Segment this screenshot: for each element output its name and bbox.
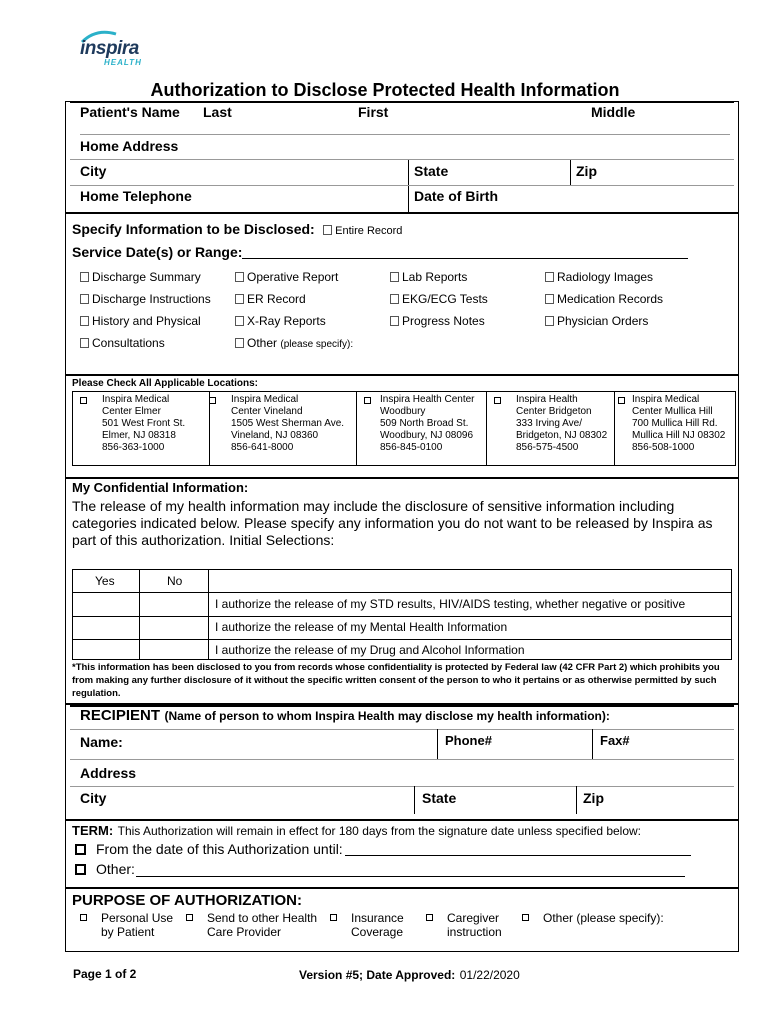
location-line: Inspira Health (516, 394, 578, 405)
er-record-label: ER Record (247, 292, 306, 306)
term-text: This Authorization will remain in effect for 180 days from the signature date unless specified below: (117, 824, 642, 838)
state-label: State (414, 163, 449, 179)
entire-record-label: Entire Record (335, 225, 403, 237)
location-line: Inspira Medical (102, 394, 170, 405)
location-bridgeton-checkbox[interactable] (494, 397, 501, 404)
recipient-phone-label: Phone# (445, 733, 492, 748)
other-info-label: Other (247, 336, 278, 350)
location-line: Woodbury, NJ 08096 (380, 430, 474, 441)
location-line: Center Vineland (231, 406, 303, 417)
consultations-label: Consultations (92, 336, 165, 350)
location-line: 1505 West Sherman Ave. (231, 418, 345, 429)
specify-info-label: Specify Information to be Disclosed: (72, 221, 315, 237)
location-line: 333 Irving Ave/ (516, 418, 582, 429)
medication-records-checkbox[interactable] (545, 294, 554, 304)
purpose-caregiver-label: Caregiver instruction (447, 911, 502, 939)
operative-report-checkbox[interactable] (235, 272, 244, 282)
first-name-label: First (358, 104, 389, 120)
location-line: Center Bridgeton (516, 406, 592, 417)
operative-report-label: Operative Report (247, 270, 339, 284)
location-line: Inspira Medical (632, 394, 700, 405)
home-telephone-label: Home Telephone (80, 188, 192, 204)
location-line: Inspira Health Center (380, 394, 475, 405)
page-number: Page 1 of 2 (73, 967, 137, 981)
other-info-checkbox[interactable] (235, 338, 244, 348)
drug-alcohol-yes-cell[interactable] (73, 640, 138, 659)
location-woodbury-checkbox[interactable] (364, 397, 371, 404)
no-column-header: No (167, 574, 183, 588)
mental-health-no-cell[interactable] (140, 617, 207, 638)
entire-record-checkbox[interactable] (323, 225, 332, 235)
purpose-other-label: Other (please specify): (543, 911, 664, 925)
home-address-label: Home Address (80, 138, 179, 154)
location-line: 501 West Front St. (102, 418, 186, 429)
version-label: Version #5; Date Approved: (299, 968, 456, 982)
logo (78, 30, 158, 70)
location-line: 700 Mullica Hill Rd. (632, 418, 718, 429)
discharge-summary-checkbox[interactable] (80, 272, 89, 282)
purpose-heading: PURPOSE OF AUTHORIZATION: (72, 892, 302, 909)
term-other-checkbox[interactable] (75, 864, 86, 875)
date-of-birth-label: Date of Birth (414, 188, 498, 204)
mental-health-yes-cell[interactable] (73, 617, 138, 638)
std-authorization-text: I authorize the release of my STD results, HIV/AIDS testing, whether negative or positive (215, 597, 686, 611)
discharge-instructions-checkbox[interactable] (80, 294, 89, 304)
mental-health-authorization-text: I authorize the release of my Mental Health Information (215, 620, 508, 634)
recipient-city-label: City (80, 790, 107, 806)
xray-reports-label: X-Ray Reports (247, 314, 326, 328)
purpose-send-provider-label: Send to other Health Care Provider (207, 911, 318, 939)
std-yes-cell[interactable] (73, 593, 138, 615)
location-line: Vineland, NJ 08360 (231, 430, 319, 441)
location-line: Bridgeton, NJ 08302 (516, 430, 608, 441)
purpose-insurance-checkbox[interactable] (330, 914, 337, 921)
history-physical-label: History and Physical (92, 314, 201, 328)
location-line: Center Mullica Hill (632, 406, 713, 417)
last-name-label: Last (203, 104, 232, 120)
discharge-summary-label: Discharge Summary (92, 270, 201, 284)
std-no-cell[interactable] (140, 593, 207, 615)
recipient-heading: RECIPIENT (80, 707, 161, 724)
logo-subtext: HEALTH (104, 58, 142, 67)
city-label: City (80, 163, 107, 179)
purpose-send-provider-checkbox[interactable] (186, 914, 193, 921)
drug-alcohol-authorization-text: I authorize the release of my Drug and Alcohol Information (215, 643, 525, 657)
discharge-instructions-label: Discharge Instructions (92, 292, 211, 306)
term-until-line[interactable] (345, 855, 691, 856)
xray-reports-checkbox[interactable] (235, 316, 244, 326)
location-elmer-checkbox[interactable] (80, 397, 87, 404)
medication-records-label: Medication Records (557, 292, 664, 306)
progress-notes-label: Progress Notes (402, 314, 485, 328)
purpose-personal-use-checkbox[interactable] (80, 914, 87, 921)
approval-date: 01/22/2020 (459, 968, 520, 982)
location-line: 856-641-8000 (231, 442, 294, 453)
location-vineland-checkbox[interactable] (209, 397, 216, 404)
confidential-heading: My Confidential Information: (72, 480, 249, 495)
radiology-images-checkbox[interactable] (545, 272, 554, 282)
term-other-label: Other: (96, 861, 135, 877)
er-record-checkbox[interactable] (235, 294, 244, 304)
page-title: Authorization to Disclose Protected Health Information (150, 80, 620, 100)
purpose-caregiver-checkbox[interactable] (426, 914, 433, 921)
other-info-note: (please specify): (280, 339, 354, 350)
location-line: 856-575-4500 (516, 442, 579, 453)
confidential-body: The release of my health information may include the disclosure of sensitive information including categories indicated below. Please specify any information you do not want to be released by Inspira as part of this authorization. Initial Selections: (72, 498, 713, 548)
recipient-state-label: State (422, 790, 457, 806)
location-line: 856-363-1000 (102, 442, 165, 453)
location-line: Elmer, NJ 08318 (102, 430, 176, 441)
service-dates-label: Service Date(s) or Range: (72, 244, 243, 260)
zip-label: Zip (576, 163, 597, 179)
lab-reports-checkbox[interactable] (390, 272, 399, 282)
location-line: Inspira Medical (231, 394, 299, 405)
location-line: 856-508-1000 (632, 442, 695, 453)
drug-alcohol-no-cell[interactable] (140, 640, 207, 659)
progress-notes-checkbox[interactable] (390, 316, 399, 326)
patient-name-label: Patient's Name (80, 104, 180, 120)
ekg-ecg-tests-checkbox[interactable] (390, 294, 399, 304)
logo-text: inspira (80, 38, 139, 59)
location-line: Mullica Hill NJ 08302 (632, 430, 726, 441)
term-label: TERM: (72, 823, 114, 838)
middle-name-label: Middle (591, 104, 636, 120)
term-until-label: From the date of this Authorization until: (96, 841, 343, 857)
purpose-personal-use-label: Personal Use by Patient (101, 911, 174, 939)
yes-column-header: Yes (95, 574, 115, 588)
history-physical-checkbox[interactable] (80, 316, 89, 326)
lab-reports-label: Lab Reports (402, 270, 468, 284)
location-line: 509 North Broad St. (380, 418, 469, 429)
recipient-name-label: Name: (80, 734, 123, 750)
service-dates-line[interactable] (242, 258, 688, 259)
recipient-address-label: Address (80, 765, 137, 781)
recipient-heading-note: (Name of person to whom Inspira Health may disclose my health information): (164, 709, 610, 723)
ekg-ecg-tests-label: EKG/ECG Tests (402, 292, 488, 306)
location-line: Woodbury (380, 406, 426, 417)
purpose-insurance-label: Insurance Coverage (351, 911, 404, 939)
locations-heading: Please Check All Applicable Locations: (72, 378, 258, 389)
location-line: 856-845-0100 (380, 442, 443, 453)
recipient-fax-label: Fax# (600, 733, 630, 748)
location-line: Center Elmer (102, 406, 161, 417)
term-other-line[interactable] (136, 876, 685, 877)
location-mullica-hill-checkbox[interactable] (618, 397, 625, 404)
physician-orders-checkbox[interactable] (545, 316, 554, 326)
purpose-other-checkbox[interactable] (522, 914, 529, 921)
term-until-checkbox[interactable] (75, 844, 86, 855)
physician-orders-label: Physician Orders (557, 314, 649, 328)
consultations-checkbox[interactable] (80, 338, 89, 348)
recipient-zip-label: Zip (583, 790, 604, 806)
federal-law-footnote: *This information has been disclosed to you from records whose confidentiality is protected by Federal law (42 CFR Part 2) which prohibits you from making any further disclosure of it without the specific written consent of the person to who it pertains or as otherwise permitted by such regulation. (72, 662, 720, 699)
radiology-images-label: Radiology Images (557, 270, 654, 284)
